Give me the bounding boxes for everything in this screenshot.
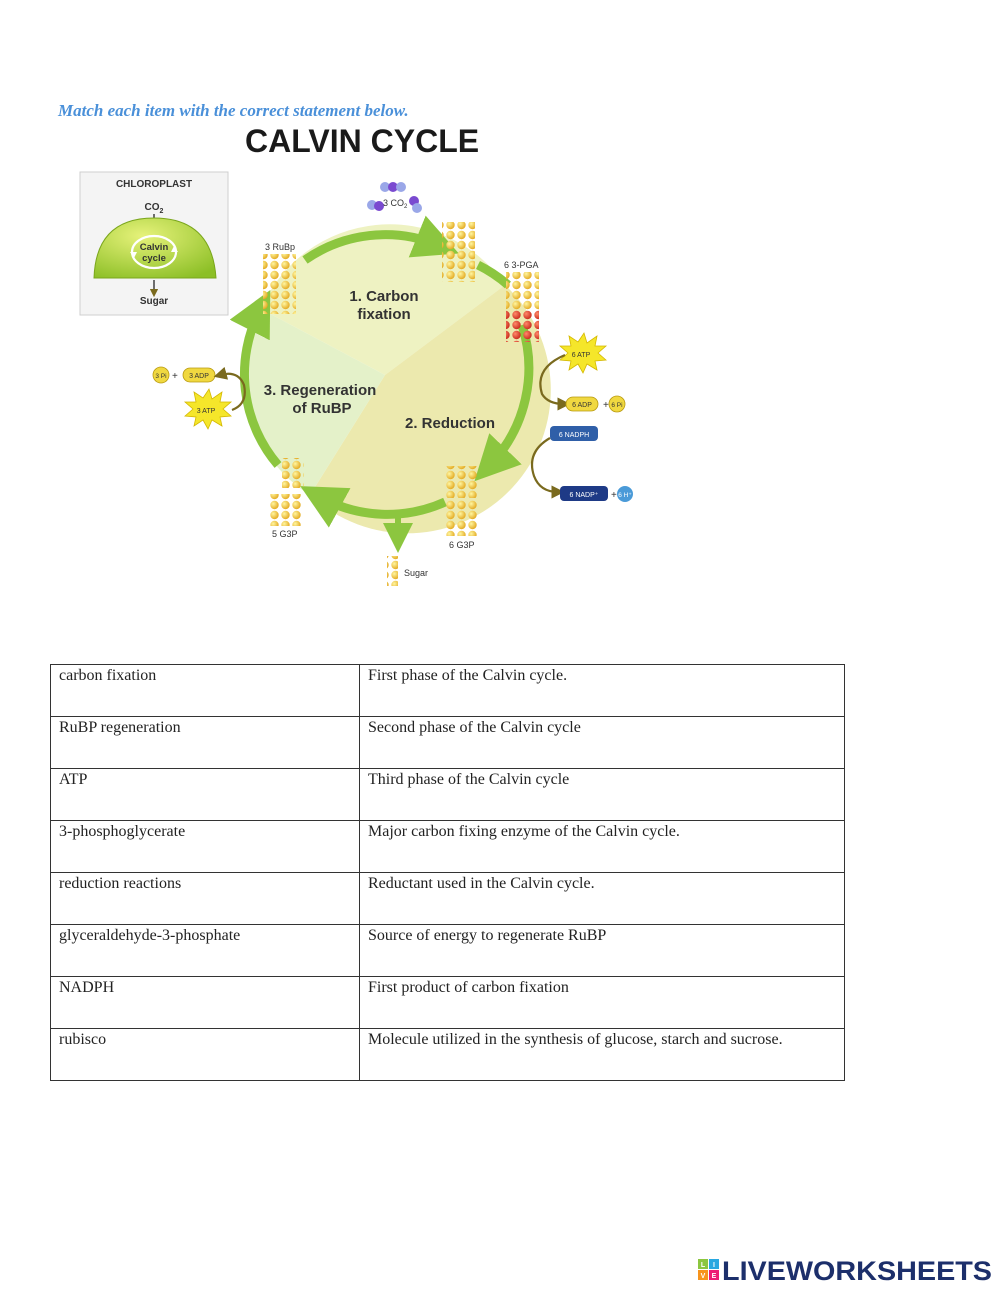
phase-3-label: 3. Regeneration xyxy=(263,382,377,399)
term-cell[interactable]: rubisco xyxy=(51,1029,360,1081)
atp3-label: 3 ATP xyxy=(196,408,216,415)
table-row xyxy=(51,873,845,925)
rubp-molecules xyxy=(263,254,296,314)
phase-3-label-2: of RuBP xyxy=(292,400,352,417)
table-row xyxy=(51,1029,845,1081)
pga-molecules-2 xyxy=(506,310,539,342)
term-cell[interactable]: RuBP regeneration xyxy=(51,717,360,769)
inset-cycle-label: Calvin xyxy=(139,242,169,253)
term-cell[interactable]: reduction reactions xyxy=(51,873,360,925)
svg-text:E: E xyxy=(711,1273,717,1280)
statement-cell[interactable]: Second phase of the Calvin cycle xyxy=(360,717,845,769)
liveworksheets-wordmark: LIVEWORKSHEETS xyxy=(722,1256,992,1286)
svg-text:V: V xyxy=(700,1273,706,1280)
term-cell[interactable]: 3-phosphoglycerate xyxy=(51,821,360,873)
atp6-label: 6 ATP xyxy=(571,352,591,359)
statement-cell[interactable]: Source of energy to regenerate RuBP xyxy=(360,925,845,977)
pga-label: 6 3-PGA xyxy=(504,260,539,270)
matching-table xyxy=(50,664,845,1081)
statement-cell[interactable]: Major carbon fixing enzyme of the Calvin cycle. xyxy=(360,821,845,873)
sugar-output-label: Sugar xyxy=(404,568,429,578)
phase-2-label: 2. Reduction xyxy=(404,415,496,432)
statement-cell[interactable]: Molecule utilized in the synthesis of glucose, starch and sucrose. xyxy=(360,1029,845,1081)
g3p6-label: 6 G3P xyxy=(449,540,475,550)
table-row xyxy=(51,977,845,1029)
plus-sign-3: + xyxy=(172,371,178,382)
inset-co2-label: $CO_2$ xyxy=(144,202,164,215)
pi6-label: 6 Pi xyxy=(611,402,623,409)
rubp-label: 3 RuBp xyxy=(265,242,296,252)
pga-molecules-top xyxy=(442,222,475,282)
statement-cell[interactable]: First phase of the Calvin cycle. xyxy=(360,665,845,717)
svg-text:L: L xyxy=(700,1262,706,1269)
phase-1-label: 1. Carbon xyxy=(349,288,419,305)
liveworksheets-logo-icon xyxy=(698,1259,719,1280)
inset-sugar-label: Sugar xyxy=(139,296,169,307)
term-cell[interactable]: carbon fixation xyxy=(51,665,360,717)
table-row xyxy=(51,925,845,977)
sugar-molecules xyxy=(387,556,398,586)
g3p5-label: 5 G3P xyxy=(272,529,298,539)
co2-input xyxy=(367,182,422,213)
table-row xyxy=(51,821,845,873)
g3p6-molecules xyxy=(444,466,477,498)
statement-cell[interactable]: Reductant used in the Calvin cycle. xyxy=(360,873,845,925)
calvin-cycle-diagram xyxy=(60,120,740,600)
h6-label: 6 H⁺ xyxy=(618,492,632,499)
adp6-label: 6 ADP xyxy=(572,402,592,409)
instructions: Match each item with the correct statement below. xyxy=(58,101,409,120)
liveworksheets-logo xyxy=(697,1252,997,1288)
statement-cell[interactable]: Third phase of the Calvin cycle xyxy=(360,769,845,821)
inset-cycle-label-2: cycle xyxy=(142,253,166,264)
g3p6-molecules-2 xyxy=(444,500,477,536)
diagram-title: CALVIN CYCLE xyxy=(245,123,480,159)
adp3-label: 3 ADP xyxy=(189,373,209,380)
nadph6-label: 6 NADPH xyxy=(558,432,590,439)
co2-input-label: 3 $CO_2$ xyxy=(383,198,408,210)
term-cell[interactable]: NADPH xyxy=(51,977,360,1029)
plus-sign: + xyxy=(603,400,609,411)
table-row xyxy=(51,665,845,717)
g3p5-molecules xyxy=(282,458,304,488)
term-cell[interactable]: ATP xyxy=(51,769,360,821)
chloroplast-label: CHLOROPLAST xyxy=(115,179,193,190)
pga-molecules xyxy=(506,272,539,310)
term-cell[interactable]: glyceraldehyde-3-phosphate xyxy=(51,925,360,977)
table-row xyxy=(51,717,845,769)
phase-1-label-2: fixation xyxy=(357,306,411,323)
nadp6-label: 6 NADP⁺ xyxy=(569,492,599,499)
plus-sign-2: + xyxy=(611,490,617,501)
statement-cell[interactable]: First product of carbon fixation xyxy=(360,977,845,1029)
pi3-label: 3 Pi xyxy=(155,373,167,380)
table-row xyxy=(51,769,845,821)
g3p5-molecules-2 xyxy=(269,494,302,526)
chloroplast-inset xyxy=(80,172,228,315)
svg-text:I: I xyxy=(713,1262,715,1269)
